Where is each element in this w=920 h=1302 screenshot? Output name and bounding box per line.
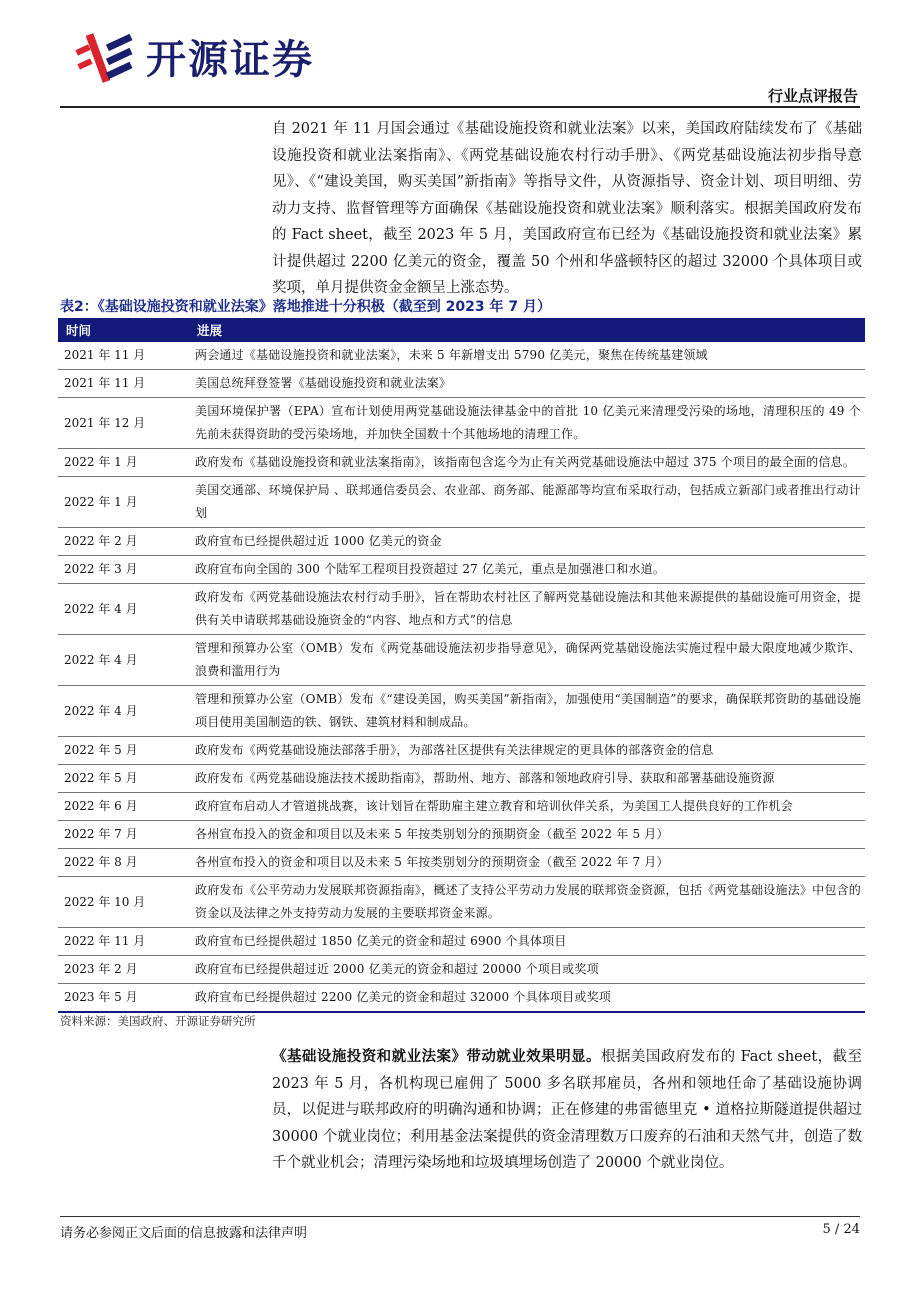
table-body xyxy=(58,342,865,1012)
intro-paragraph: 自 2021 年 11 月国会通过《基础设施投资和就业法案》以来，美国政府陆续发布了《基础设施投资和就业法案指南》、《两党基础设施农村行动手册》、《两党基础设施法初步指导意见》、《“建设美国，购买美国”新指南》等指导文件，从资源指导、资金计划、项目明细、劳动力支持、监督管理等方面确保《基础设施投资和就业法案》顺利落实。根据美国政府发布的 Fact sheet，截至 2023 年 5 月，美国政府宣布已经为《基础设施投资和就业法案》累计提供超过 2200 亿美元的资金，覆盖 50 个州和华盛顿特区的超过 32000 个具体项目或奖项，单月提供资金金额呈上涨态势。 xyxy=(272,121,862,296)
row-progress: 管理和预算办公室（OMB）发布《“建设美国，购买美国”新指南》，加强使用“美国制造”的要求，确保联邦资助的基础设施项目使用美国制造的铁、钢铁、建筑材料和制成品。 xyxy=(189,686,865,737)
row-date: 2022 年 4 月 xyxy=(58,635,189,686)
table-row xyxy=(58,398,865,449)
table-row xyxy=(58,449,865,477)
header-divider xyxy=(60,106,860,108)
table-row xyxy=(58,528,865,556)
table-row xyxy=(58,737,865,765)
row-progress: 美国环境保护署（EPA）宣布计划使用两党基础设施法律基金中的首批 10 亿美元来清理受污染的场地，清理积压的 49 个先前未获得资助的受污染场地，并加快全国数十个其他场地的清理工作。 xyxy=(189,398,865,449)
row-date: 2022 年 3 月 xyxy=(58,556,189,584)
column-header-date: 时间 xyxy=(58,318,189,342)
row-progress: 政府发布《两党基础设施法技术援助指南》，帮助州、地方、部落和领地政府引导、获取和部署基础设施资源 xyxy=(189,765,865,793)
table-row xyxy=(58,477,865,528)
employment-lead: 《基础设施投资和就业法案》带动就业效果明显。 xyxy=(272,1048,601,1065)
brand-mark-icon xyxy=(72,25,138,87)
row-progress: 美国总统拜登签署《基础设施投资和就业法案》 xyxy=(189,370,865,398)
row-date: 2022 年 7 月 xyxy=(58,821,189,849)
row-progress: 管理和预算办公室（OMB）发布《两党基础设施法初步指导意见》，确保两党基础设施法实施过程中最大限度地减少欺诈、浪费和滥用行为 xyxy=(189,635,865,686)
employment-paragraph xyxy=(272,1044,862,1177)
table-row xyxy=(58,342,865,370)
row-date: 2021 年 11 月 xyxy=(58,342,189,370)
row-progress: 政府发布《两党基础设施法农村行动手册》，旨在帮助农村社区了解两党基础设施法和其他来源提供的基础设施可用资金，提供有关申请联邦基础设施资金的“内容、地点和方式”的信息 xyxy=(189,584,865,635)
row-progress: 两会通过《基础设施投资和就业法案》，未来 5 年新增支出 5790 亿美元，聚焦在传统基建领域 xyxy=(189,342,865,370)
row-date: 2021 年 12 月 xyxy=(58,398,189,449)
row-progress: 各州宣布投入的资金和项目以及未来 5 年按类别划分的预期资金（截至 2022 年 7 月） xyxy=(189,849,865,877)
row-date: 2022 年 4 月 xyxy=(58,584,189,635)
row-progress: 各州宣布投入的资金和项目以及未来 5 年按类别划分的预期资金（截至 2022 年 5 月） xyxy=(189,821,865,849)
row-date: 2022 年 10 月 xyxy=(58,877,189,928)
table-row xyxy=(58,956,865,984)
table-row xyxy=(58,877,865,928)
row-date: 2022 年 2 月 xyxy=(58,528,189,556)
row-date: 2022 年 5 月 xyxy=(58,765,189,793)
row-progress: 政府宣布已经提供超过 1850 亿美元的资金和超过 6900 个具体项目 xyxy=(189,928,865,956)
row-date: 2022 年 6 月 xyxy=(58,793,189,821)
row-progress: 政府宣布启动人才管道挑战赛，该计划旨在帮助雇主建立教育和培训伙伴关系，为美国工人提供良好的工作机会 xyxy=(189,793,865,821)
row-progress: 政府发布《公平劳动力发展联邦资源指南》，概述了支持公平劳动力发展的联邦资金资源，包括《两党基础设施法》中包含的资金以及法律之外支持劳动力发展的主要联邦资金来源。 xyxy=(189,877,865,928)
row-progress: 政府宣布向全国的 300 个陆军工程项目投资超过 27 亿美元，重点是加强港口和水道。 xyxy=(189,556,865,584)
column-header-progress: 进展 xyxy=(189,318,865,342)
table-source: 资料来源：美国政府、开源证券研究所 xyxy=(60,1014,256,1028)
row-progress: 政府宣布已经提供超过近 2000 亿美元的资金和超过 20000 个项目或奖项 xyxy=(189,956,865,984)
page-number: 5 / 24 xyxy=(822,1222,860,1237)
row-date: 2023 年 2 月 xyxy=(58,956,189,984)
row-date: 2022 年 4 月 xyxy=(58,686,189,737)
table-row xyxy=(58,686,865,737)
footer-disclaimer: 请务必参阅正文后面的信息披露和法律声明 xyxy=(60,1226,308,1241)
report-type-label: 行业点评报告 xyxy=(767,87,858,105)
progress-table xyxy=(58,318,865,1013)
table-caption: 表2：《基础设施投资和就业法案》落地推进十分积极（截至到 2023 年 7 月） xyxy=(60,299,551,315)
table-header-row xyxy=(58,318,865,342)
company-logo xyxy=(72,22,314,90)
table-row xyxy=(58,928,865,956)
table-row xyxy=(58,849,865,877)
table-row xyxy=(58,584,865,635)
table-row xyxy=(58,370,865,398)
row-date: 2022 年 8 月 xyxy=(58,849,189,877)
row-progress: 美国交通部、环境保护局 、联邦通信委员会、农业部、商务部、能源部等均宣布采取行动，包括成立新部门或者推出行动计划 xyxy=(189,477,865,528)
row-progress: 政府发布《两党基础设施法部落手册》，为部落社区提供有关法律规定的更具体的部落资金的信息 xyxy=(189,737,865,765)
row-date: 2022 年 5 月 xyxy=(58,737,189,765)
row-date: 2023 年 5 月 xyxy=(58,984,189,1013)
row-date: 2021 年 11 月 xyxy=(58,370,189,398)
employment-body: 根据美国政府发布的 Fact sheet，截至 2023 年 5 月，各机构现已雇佣了 5000 多名联邦雇员，各州和领地任命了基础设施协调员，以促进与联邦政府的明确沟通和协调；正在修建的弗雷德里克 • 道格拉斯隧道提供超过 30000 个就业岗位；利用基金法案提供的资金清理数万口废弃的石油和天然气井，创造了数千个就业机会；清理污染场地和垃圾填埋场创造了 20000 个就业岗位。 xyxy=(272,1049,863,1171)
table-row xyxy=(58,984,865,1013)
table-row xyxy=(58,556,865,584)
row-progress: 政府发布《基础设施投资和就业法案指南》，该指南包含迄今为止有关两党基础设施法中超过 375 个项目的最全面的信息。 xyxy=(189,449,865,477)
row-date: 2022 年 11 月 xyxy=(58,928,189,956)
table-row xyxy=(58,765,865,793)
table-row xyxy=(58,635,865,686)
brand-name: 开源证券 xyxy=(146,36,314,83)
row-progress: 政府宣布已经提供超过 2200 亿美元的资金和超过 32000 个具体项目或奖项 xyxy=(189,984,865,1013)
row-date: 2022 年 1 月 xyxy=(58,449,189,477)
table-row xyxy=(58,821,865,849)
row-progress: 政府宣布已经提供超过近 1000 亿美元的资金 xyxy=(189,528,865,556)
footer-divider xyxy=(60,1216,860,1217)
row-date: 2022 年 1 月 xyxy=(58,477,189,528)
table-row xyxy=(58,793,865,821)
